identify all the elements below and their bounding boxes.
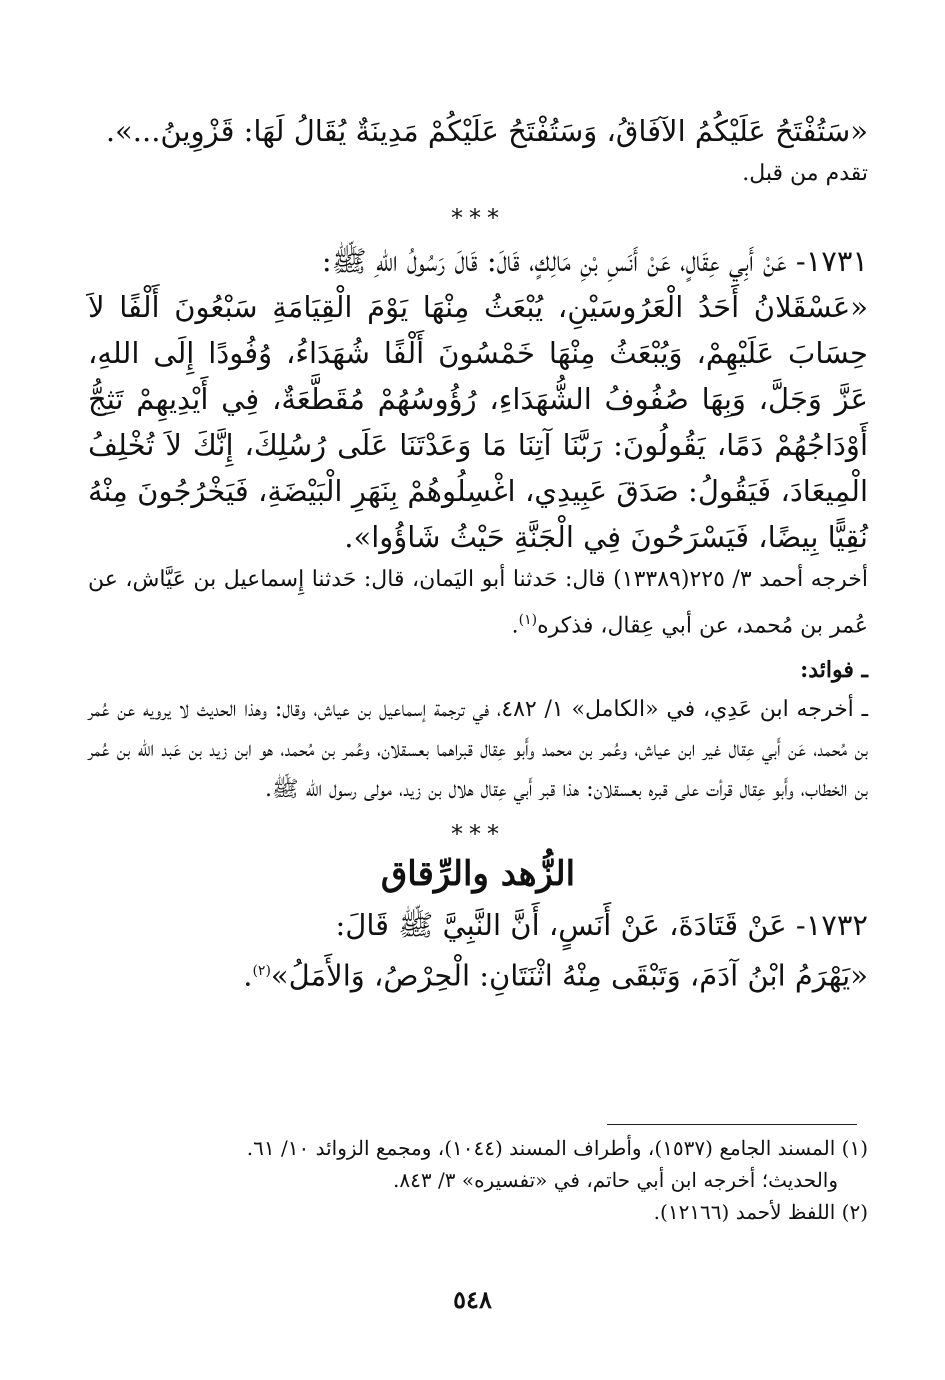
hadith-1732-body: «يَهْرَمُ ابْنُ آدَمَ، وَتَبْقَى مِنْهُ اثْنَتَانِ: الْحِرْصُ، وَالأَمَلُ» [270, 958, 868, 993]
section-title: الزُّهد والرِّقاق [380, 854, 576, 895]
top-quote-text: «سَتُفْتَحُ عَلَيْكُمُ الآفَاقُ، وَسَتُفْتَحُ عَلَيْكُمْ مَدِينَةٌ يُقَالُ لَهَا: قَزْوِينُ...». [105, 114, 868, 148]
hadith-1731-text: «عَسْقَلانُ أَحَدُ الْعَرُوسَيْنِ، يُبْعَثُ مِنْهَا يَوْمَ الْقِيَامَةِ سَبْعُونَ أَلْفًا لاَ حِسَابَ عَلَيْهِمْ، وَيُبْعَثُ مِنْهَا خَمْسُونَ أَلْفًا شُهَدَاءُ، وُفُودًا إِلَى اللهِ، عَزَّ وَجَلَّ، وَبِهَا صُفُوفُ الشُّهَدَاءِ، رُؤُوسُهُمْ مُقَطَّعَةٌ، فِي أَيْدِيهِمْ تَثِجُّ أَوْدَاجُهُمْ دَمًا، يَقُولُونَ: رَبَّنَا آتِنَا مَا وَعَدْتَنَا عَلَى رُسُلِكَ، إِنَّكَ لاَ تُخْلِفُ الْمِيعَادَ، فَيَقُولُ: صَدَقَ عَبِيدِي، اغْسِلُوهُمْ بِنَهَرِ الْبَيْضَةِ، فَيَخْرُجُونَ مِنْهُ نُقِيًّا بِيضًا، فَيَسْرَحُونَ فِي الْجَنَّةِ حَيْثُ شَاؤُوا». [88, 290, 868, 554]
footnote-1: (١) المسند الجامع (١٥٣٧)، وأطراف المسند (١٠٤٤)، ومجمع الزوائد ١٠/ ٦١. [246, 1136, 868, 1160]
footnote-ref-2[interactable]: (٢) [252, 963, 271, 980]
takhrij-text: أخرجه أحمد ٣/ ٢٢٥(١٣٣٨٩) قال: حَدثنا أبو اليَمان، قال: حَدثنا إِسماعيل بن عَيَّاش، عن عُمر بن مُحمد، عن أبي عِقال، فذكره [88, 567, 868, 639]
fawaid-text: ـ أخرجه ابن عَدِي، في «الكامل» ١/ ٤٨٢، في ترجمة إسماعيل بن عياش، وقال: وهذا الحديث لا يرويه عن عُمر بن مُحمد، عَن أَبي عِقال غير ابن عياش، وعُمر بن محمد وأَبو عِقال قبراهما بعسقلان، وعُمر بن مُحمد، هو ابن زيد بن عَبد الله بن عُمر بن الخطاب، وأَبو عِقال قرأت على قبره بعسقلان: هذا قبر أَبي عِقال هلال بن زيد، مولى رسول الله ﷺ. [88, 697, 869, 803]
footnote-divider [607, 1124, 857, 1125]
top-quote [88, 108, 868, 154]
fawaid-heading: ـ فوائد: [800, 657, 868, 684]
page-body [88, 108, 868, 999]
hadith-1731-intro: ١٧٣١- عَنْ أَبِي عِقَالٍ، عَنْ أَنَسِ بْنِ مَالِكٍ، قَالَ: قَالَ رَسُولُ اللهِ ﷺ: [321, 244, 868, 278]
top-quote-note: تقدم من قبل. [742, 161, 868, 186]
footnotes [88, 1132, 868, 1228]
hadith-1732-intro: ١٧٣٢- عَنْ قَتَادَةَ، عَنْ أَنَسٍ، أَنَّ النَّبِيَّ ﷺ قَالَ: [335, 908, 868, 943]
footnote-ref-1[interactable]: (١) [518, 612, 538, 628]
footnote-2: (٢) اللفظ لأحمد (١٢١٦٦). [653, 1200, 868, 1224]
page-number: ٥٤٨ [453, 1285, 492, 1314]
hadith-1732-text: «يَهْرَمُ ابْنُ آدَمَ، وَتَبْقَى مِنْهُ اثْنَتَانِ: الْحِرْصُ، وَالأَمَلُ»$^{(٢)}$. [243, 958, 868, 993]
hadith-1731-takhrij: أخرجه أحمد ٣/ ٢٢٥(١٣٣٨٩) قال: حَدثنا أبو اليَمان، قال: حَدثنا إِسماعيل بن عَيَّاش، عن عُمر بن مُحمد، عن أبي عِقال، فذكره$^{(١)}$. [88, 567, 868, 639]
separator-stars-2: *** [451, 820, 505, 849]
footnote-1-continued: والحديث؛ أخرجه ابن أبي حاتم، في «تفسيره» ٣/ ٨٤٣. [393, 1168, 838, 1192]
separator-stars: *** [451, 204, 505, 232]
